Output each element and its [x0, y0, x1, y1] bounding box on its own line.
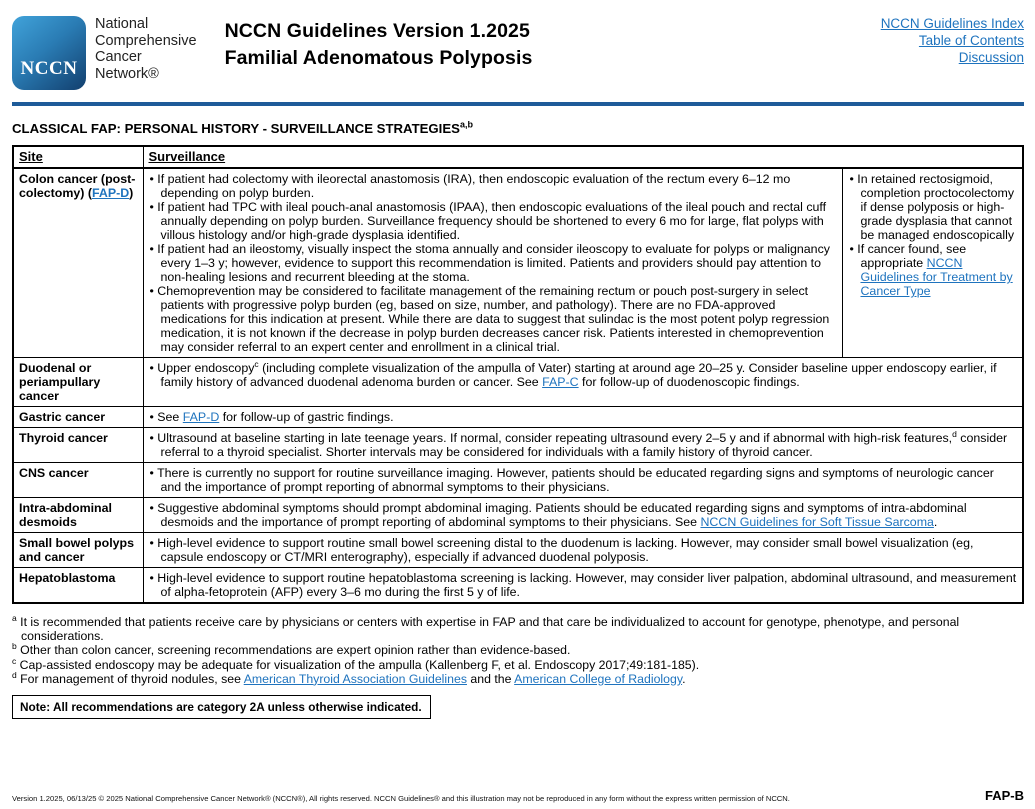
- text-run: .: [933, 515, 938, 529]
- bullet-item: • High-level evidence to support routine small bowel screening distal to the duodenum is lacking. However, may consider small bowel visualization (eg, capsule endoscopy or CT/MRI enterography), especially if advanced duodenal polyposis.: [149, 536, 974, 564]
- bullet-item: • In retained rectosigmoid, completion proctocolectomy if dense polyposis or high-grade dysplasia that cannot be managed endoscopically: [849, 172, 1015, 242]
- bullet-item: • There is currently no support for routine surveillance imaging. However, patients should be educated regarding signs and symptoms of neurologic cancer and the importance of prompt reporting of abnormal symptoms to their physicians.: [149, 466, 994, 494]
- document-title: [225, 18, 533, 72]
- bullet-item: • High-level evidence to support routine hepatoblastoma screening is lacking. However, may consider liver palpation, abdominal ultrasound, and measurement of alpha-fetoprotein (AFP) every 3–6 mo during the first 5 y of life.: [149, 571, 1017, 599]
- column-header-surveillance: Surveillance: [143, 146, 1023, 168]
- text-run: CNS cancer: [19, 466, 89, 480]
- table-row: [13, 498, 1023, 533]
- footnote-letter: a: [12, 612, 17, 623]
- link-fap-c[interactable]: FAP-C: [542, 375, 579, 389]
- footnote: [12, 655, 1024, 672]
- surveillance-table-body: [13, 168, 1023, 603]
- copyright-text: Version 1.2025, 06/13/25 © 2025 National Comprehensive Cancer Network® (NCCN®), All rights reserved. NCCN Guidelines® and this illustration may not be reproduced in any form without the express written permission of NCCN.: [12, 794, 790, 803]
- bullet-item: • Chemoprevention may be considered to facilitate management of the remaining rectum or pouch post-surgery in select patients with progressive polyp burden (eg, based on size, number, and pathology). There are no FDA-approved medications for this indication at present. While there are data to suggest that sulindac is the most potent polyp regression medication, it is not known if the decrease in polyp burden decreases cancer risk. Patients interested in chemoprevention may consider referral to an expert center and enrollment in a clinical trial.: [149, 284, 830, 354]
- link-table-of-contents[interactable]: Table of Contents: [918, 33, 1024, 48]
- text-run: ): [129, 186, 134, 200]
- bullet-item: • See FAP-D for follow-up of gastric findings.: [149, 410, 394, 424]
- table-row: [13, 168, 1023, 358]
- link-fap-d[interactable]: FAP-D: [182, 410, 220, 424]
- header-divider: [12, 102, 1024, 106]
- bullet-item: • If patient had an ileostomy, visually inspect the stoma annually and consider ileoscopy to evaluate for polyps or malignancy every 1–3 y; however, evidence to support this recommendation is limited. Patients and providers should pay attention to non-healing lesions and recurrent bleeding at the stoma.: [149, 242, 830, 284]
- table-row: [13, 568, 1023, 604]
- link-nccn-guidelines-for-treatment-by-cancer-type[interactable]: NCCN Guidelines for Treatment by Cancer Type: [860, 256, 1013, 298]
- text-run: Suggestive abdominal symptoms should prompt abdominal imaging. Patients should be educated regarding signs and symptoms of intra-abdominal desmoids and the importance of prompt reporting of abdominal symptoms to their physicians. See: [157, 501, 967, 529]
- bullet-item: • If patient had TPC with ileal pouch-anal anastomosis (IPAA), then endoscopic evaluations of the ileal pouch and rectal cuff annually depending on polyp burden. Surveillance frequency should be shortened to every 6 mo for large, flat polyps with villous histology and/or high-grade dysplasia identified.: [149, 200, 827, 242]
- site-cell: [13, 498, 143, 533]
- org-name-line: Cancer: [95, 49, 142, 65]
- text-run: Duodenal or periampullary cancer: [19, 361, 101, 403]
- surveillance-cell: [143, 168, 843, 358]
- text-run: If patient had an ileostomy, visually inspect the stoma annually and consider ileoscopy to evaluate for polyps or malignancy every 1–3 y; however, evidence to support this recommendation is limited. Patients and providers should pay attention to non-healing lesions and recurrent bleeding at the stoma.: [157, 242, 830, 284]
- link-discussion[interactable]: Discussion: [958, 50, 1024, 65]
- category-note-box: [12, 695, 431, 719]
- bullet-item: • If cancer found, see appropriate NCCN Guidelines for Treatment by Cancer Type: [849, 242, 1013, 298]
- site-cell: [13, 358, 143, 407]
- text-run: Hepatoblastoma: [19, 571, 116, 585]
- footnote-letter: b: [12, 641, 17, 652]
- link-nccn-guidelines-index[interactable]: NCCN Guidelines Index: [880, 16, 1024, 31]
- text-run: High-level evidence to support routine small bowel screening distal to the duodenum is lacking. However, may consider small bowel visualization (eg, capsule endoscopy or CT/MRI enterography), especially if advanced duodenal polyposis.: [157, 536, 974, 564]
- page-title: [12, 121, 1024, 136]
- org-name-line: National: [95, 16, 149, 32]
- site-cell: [13, 463, 143, 498]
- org-name-line: Network®: [95, 65, 159, 82]
- text-run: If cancer found, see appropriate: [857, 242, 967, 270]
- text-run: Chemoprevention may be considered to facilitate management of the remaining rectum or pouch post-surgery in select patients with progressive polyp burden (eg, based on size, number, and pathology). There are no FDA-approved medications for this indication at present. While there are data to suggest that sulindac is the most potent polyp regression medication, it is not known if the decrease in polyp burden decreases cancer risk. Patients interested in chemoprevention may consider referral to an expert center and enrollment in a clinical trial.: [157, 284, 830, 354]
- footnote-letter: d: [12, 669, 17, 680]
- column-header-site: Site: [13, 146, 143, 168]
- surveillance-cell: [143, 533, 1023, 568]
- text-run: For management of thyroid nodules, see: [20, 671, 244, 686]
- text-run: If patient had TPC with ileal pouch-anal anastomosis (IPAA), then endoscopic evaluations of the ileal pouch and rectal cuff annually depending on polyp burden. Surveillance frequency should be shortened to every 6 mo for large, flat polyps with villous histology and/or high-grade dysplasia identified.: [157, 200, 827, 242]
- nccn-logo: [12, 16, 86, 90]
- text-run: It is recommended that patients receive care by physicians or centers with expertise in FAP and that care be individualized to account for genotype, phenotype, and personal considerations.: [20, 615, 960, 644]
- surveillance-extra-cell: [843, 168, 1023, 358]
- bullet-item: • Suggestive abdominal symptoms should prompt abdominal imaging. Patients should be educated regarding signs and symptoms of intra-abdominal desmoids and the importance of prompt reporting of abdominal symptoms to their physicians. See NCCN Guidelines for Soft Tissue Sarcoma.: [149, 501, 967, 529]
- page-title-text: CLASSICAL FAP: PERSONAL HISTORY - SURVEILLANCE STRATEGIES: [12, 121, 460, 136]
- text-run: There is currently no support for routine surveillance imaging. However, patients should be educated regarding signs and symptoms of neurologic cancer and the importance of prompt reporting of abnormal symptoms to their physicians.: [157, 466, 994, 494]
- surveillance-table: [12, 145, 1024, 604]
- header-nav: [881, 15, 1024, 66]
- site-cell: [13, 407, 143, 428]
- bullet-item: • If patient had colectomy with ileorectal anastomosis (IRA), then endoscopic evaluation of the rectum every 6–12 mo depending on polyp burden.: [149, 172, 791, 200]
- table-row: [13, 407, 1023, 428]
- text-run: for follow-up of gastric findings.: [219, 410, 394, 424]
- site-cell: [13, 533, 143, 568]
- bullet-item: • Ultrasound at baseline starting in late teenage years. If normal, consider repeating ultrasound every 2–5 y and if abnormal with high-risk features,$^d$ consider referral to a thyroid specialist. Shorter intervals may be considered for individuals with a family history of thyroid cancer.: [149, 428, 1008, 459]
- page-header: [12, 12, 1024, 90]
- footnote: [12, 669, 1024, 686]
- table-row: [13, 463, 1023, 498]
- text-run: for follow-up of duodenoscopic findings.: [578, 375, 800, 389]
- text-run: Ultrasound at baseline starting in late teenage years. If normal, consider repeating ultrasound every 2–5 y and if abnormal with high-risk features,: [157, 431, 953, 445]
- footnote: [12, 643, 1024, 657]
- org-name: [95, 16, 197, 82]
- text-run: Colon cancer (post-colectomy) (: [19, 172, 136, 200]
- nccn-logo-text: NCCN: [20, 58, 78, 79]
- text-run: Cap-assisted endoscopy may be adequate for visualization of the ampulla (Kallenberg F, et al. Endoscopy 2017;49:181-185).: [19, 657, 700, 672]
- link-american-college-of-radiology[interactable]: American College of Radiology: [514, 671, 683, 686]
- page-footer: [12, 788, 1024, 803]
- footnote-letter: c: [12, 655, 17, 666]
- site-cell: [13, 568, 143, 604]
- site-cell: [13, 428, 143, 463]
- text-run: Gastric cancer: [19, 410, 106, 424]
- text-run: See: [157, 410, 183, 424]
- footnotes: [12, 612, 1024, 686]
- table-row: [13, 428, 1023, 463]
- org-name-line: Comprehensive: [95, 32, 197, 49]
- text-run: consider referral to a thyroid specialist. Shorter intervals may be considered for individuals with a family history of thyroid cancer.: [160, 431, 1008, 459]
- surveillance-cell: [143, 358, 1023, 407]
- text-run: Thyroid cancer: [19, 431, 108, 445]
- site-cell: [13, 168, 143, 358]
- guidelines-subject-title: Familial Adenomatous Polyposis: [224, 47, 533, 69]
- text-run: and the: [466, 671, 515, 686]
- page-label: FAP-B: [985, 788, 1024, 803]
- surveillance-cell: [143, 568, 1023, 604]
- text-run: Other than colon cancer, screening recommendations are expert opinion rather than evidence-based.: [20, 643, 571, 658]
- surveillance-cell: [143, 463, 1023, 498]
- text-run: Intra-abdominal desmoids: [19, 501, 112, 529]
- text-run: Small bowel polyps and cancer: [19, 536, 134, 564]
- link-fap-d[interactable]: FAP-D: [91, 186, 130, 200]
- category-note-text: Note: All recommendations are category 2A unless otherwise indicated.: [20, 700, 422, 715]
- surveillance-cell: [143, 407, 1023, 428]
- bullet-item: • Upper endoscopy$^c$ (including complete visualization of the ampulla of Vater) starting at around age 20–25 y. Consider baseline upper endoscopy earlier, if family history of advanced duodenal adenoma burden or cancer. See FAP-C for follow-up of duodenoscopic findings.: [149, 358, 997, 389]
- text-run: High-level evidence to support routine hepatoblastoma screening is lacking. However, may consider liver palpation, abdominal ultrasound, and measurement of alpha-fetoprotein (AFP) every 3–6 mo during the first 5 y of life.: [157, 571, 1017, 599]
- link-nccn-guidelines-for-soft-tissue-sarcoma[interactable]: NCCN Guidelines for Soft Tissue Sarcoma: [700, 515, 934, 529]
- table-row: [13, 358, 1023, 407]
- table-header-row: [13, 146, 1023, 168]
- surveillance-cell: [143, 428, 1023, 463]
- text-run: In retained rectosigmoid, completion proctocolectomy if dense polyposis or high-grade dysplasia that cannot be managed endoscopically: [857, 172, 1015, 242]
- surveillance-cell: [143, 498, 1023, 533]
- text-run: (including complete visualization of the ampulla of Vater) starting at around age 20–25 y. Consider baseline upper endoscopy earlier, if family history of advanced duodenal adenoma burden or cancer. See: [160, 361, 997, 389]
- page-title-footnote-marker: a,b: [459, 119, 473, 130]
- footnote-marker: c: [254, 358, 259, 369]
- footnote-marker: d: [952, 428, 957, 439]
- text-run: Upper endoscopy: [157, 361, 255, 375]
- text-run: .: [682, 671, 686, 686]
- guidelines-version-title: NCCN Guidelines Version 1.2025: [224, 20, 530, 42]
- link-american-thyroid-association-guidelines[interactable]: American Thyroid Association Guidelines: [243, 671, 467, 686]
- table-row: [13, 533, 1023, 568]
- text-run: If patient had colectomy with ileorectal anastomosis (IRA), then endoscopic evaluation of the rectum every 6–12 mo depending on polyp burden.: [157, 172, 791, 200]
- footnote: [12, 612, 1024, 644]
